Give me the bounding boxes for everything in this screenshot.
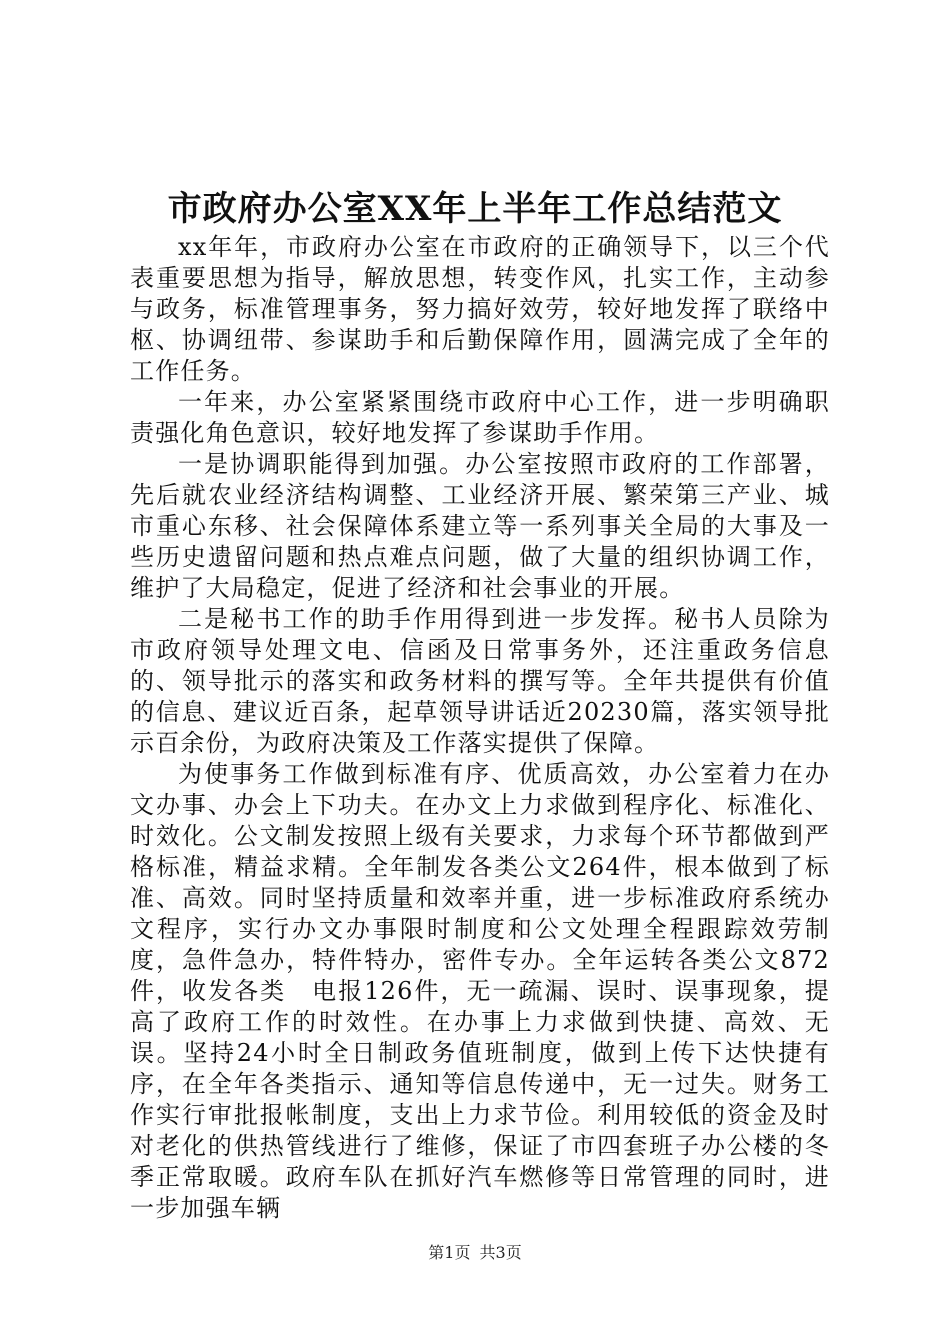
- paragraph-affairs: 为使事务工作做到标准有序、优质高效，办公室着力在办文办事、办会上下功夫。在办文上力求做到程序化、标准化、时效化。公文制发按照上级有关要求，力求每个环节都做到严格标准，精益求精。全年制发各类公文264件，根本做到了标准、高效。同时坚持质量和效率并重，进一步标准政府系统办文程序，实行办文办事限时制度和公文处理全程跟踪效劳制度，急件急办，特件特办，密件专办。全年运转各类公文872件，收发各类 电报126件，无一疏漏、误时、误事现象，提高了政府工作的时效性。在办事上力求做到快捷、高效、无误。坚持24小时全日制政务值班制度，做到上传下达快捷有序，在全年各类指示、通知等信息传递中，无一过失。财务工作实行审批报帐制度，支出上力求节俭。利用较低的资金及时对老化的供热管线进行了维修，保证了市四套班子办公楼的冬季正常取暖。政府车队在抓好汽车燃修等日常管理的同时，进一步加强车辆: [130, 760, 830, 1222]
- page-number: 第1页: [428, 1243, 471, 1262]
- document-body: [130, 232, 830, 1224]
- paragraph-coordination: 一是协调职能得到加强。办公室按照市政府的工作部署，先后就农业经济结构调整、工业经济开展、繁荣第三产业、城市重心东移、社会保障体系建立等一系列事关全局的大事及一些历史遗留问题和热点难点问题，做了大量的组织协调工作，维护了大局稳定，促进了经济和社会事业的开展。: [130, 450, 830, 602]
- document-title: 市政府办公室XX年上半年工作总结范文: [167, 189, 783, 229]
- paragraph-secretary: 二是秘书工作的助手作用得到进一步发挥。秘书人员除为市政府领导处理文电、信函及日常事务外，还注重政务信息的、领导批示的落实和政务材料的撰写等。全年共提供有价值的信息、建议近百条，起草领导讲话近20230篇，落实领导批示百余份，为政府决策及工作落实提供了保障。: [130, 605, 830, 757]
- paragraph-overview: 一年来，办公室紧紧围绕市政府中心工作，进一步明确职责强化角色意识，较好地发挥了参谋助手作用。: [130, 388, 830, 447]
- page-total: 共3页: [479, 1243, 522, 1262]
- page-footer: [0, 1241, 950, 1265]
- paragraph-intro: xx年年，市政府办公室在市政府的正确领导下，以三个代表重要思想为指导，解放思想，转变作风，扎实工作，主动参与政务，标准管理事务，努力搞好效劳，较好地发挥了联络中枢、协调纽带、参谋助手和后勤保障作用，圆满完成了全年的工作任务。: [130, 233, 830, 385]
